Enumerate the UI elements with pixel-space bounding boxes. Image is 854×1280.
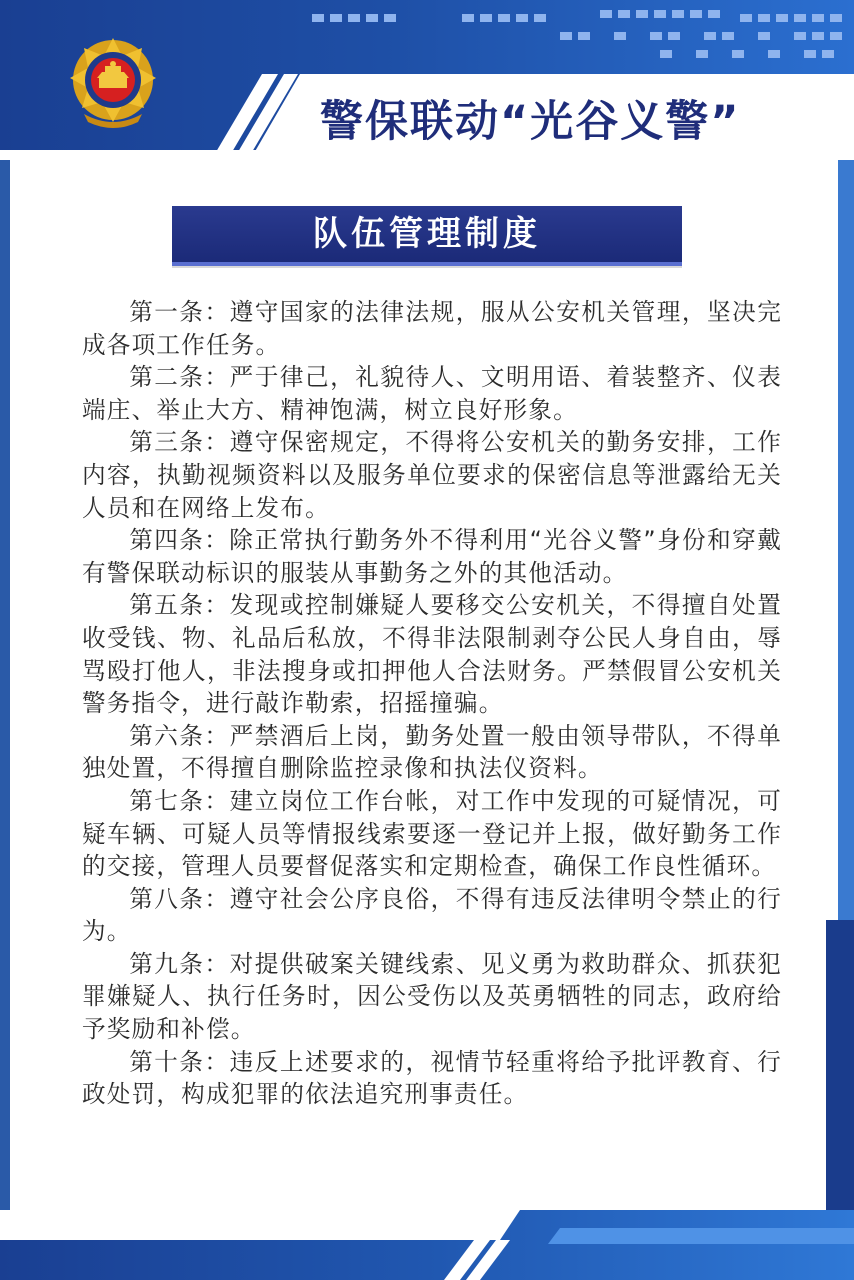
footer-white-plate: [0, 1210, 520, 1240]
rule-item: 第七条：建立岗位工作台帐，对工作中发现的可疑情况，可疑车辆、可疑人员等情报线索要逐一登记并上报，做好勤务工作的交接，管理人员要督促落实和定期检查，确保工作良性循环。: [82, 786, 782, 881]
subtitle-bar: [172, 206, 682, 266]
rule-item: 第一条：遵守国家的法律法规，服从公安机关管理，坚决完成各项工作任务。: [82, 298, 782, 359]
rule-item: 第二条：严于律己，礼貌待人、文明用语、着装整齐、仪表端庄、举止大方、精神饱满，树立良好形象。: [82, 363, 782, 424]
rule-item: 第四条：除正常执行勤务外不得利用“光谷义警”身份和穿戴有警保联动标识的服装从事勤务之外的其他活动。: [82, 526, 782, 587]
rule-item: 第九条：对提供破案关键线索、见义勇为救助群众、抓获犯罪嫌疑人、执行任务时，因公受伤以及英勇牺牲的同志，政府给予奖励和补偿。: [82, 949, 782, 1044]
rules-list: [82, 296, 782, 1111]
rule-item: 第五条：发现或控制嫌疑人要移交公安机关，不得擅自处置收受钱、物、礼品后私放，不得非法限制剥夺公民人身自由，辱骂殴打他人，非法搜身或扣押他人合法财务。严禁假冒公安机关警务指令，进行敲诈勒索，招摇撞骗。: [82, 591, 782, 718]
rule-item: 第八条：遵守社会公序良俗，不得有违反法律明令禁止的行为。: [82, 884, 782, 946]
footer-light-band: [548, 1228, 854, 1244]
left-border: [0, 150, 10, 1220]
main-title: 警保联动“光谷义警”: [320, 97, 741, 147]
right-border-upper: [838, 150, 854, 930]
rule-item: 第三条：遵守保密规定，不得将公安机关的勤务安排，工作内容，执勤视频资料以及服务单位要求的保密信息等泄露给无关人员和在网络上发布。: [82, 428, 782, 522]
footer-band: [0, 1210, 854, 1280]
right-border-lower: [826, 920, 854, 1220]
subtitle: 队伍管理制度: [313, 214, 541, 254]
rule-item: 第十条：违反上述要求的，视情节轻重将给予批评教育、行政处罚，构成犯罪的依法追究刑事责任。: [82, 1047, 782, 1109]
police-emblem-icon: [66, 34, 160, 130]
rule-item: 第六条：严禁酒后上岗，勤务处置一般由领导带队，不得单独处置，不得擅自删除监控录像和执法仪资料。: [82, 721, 782, 783]
